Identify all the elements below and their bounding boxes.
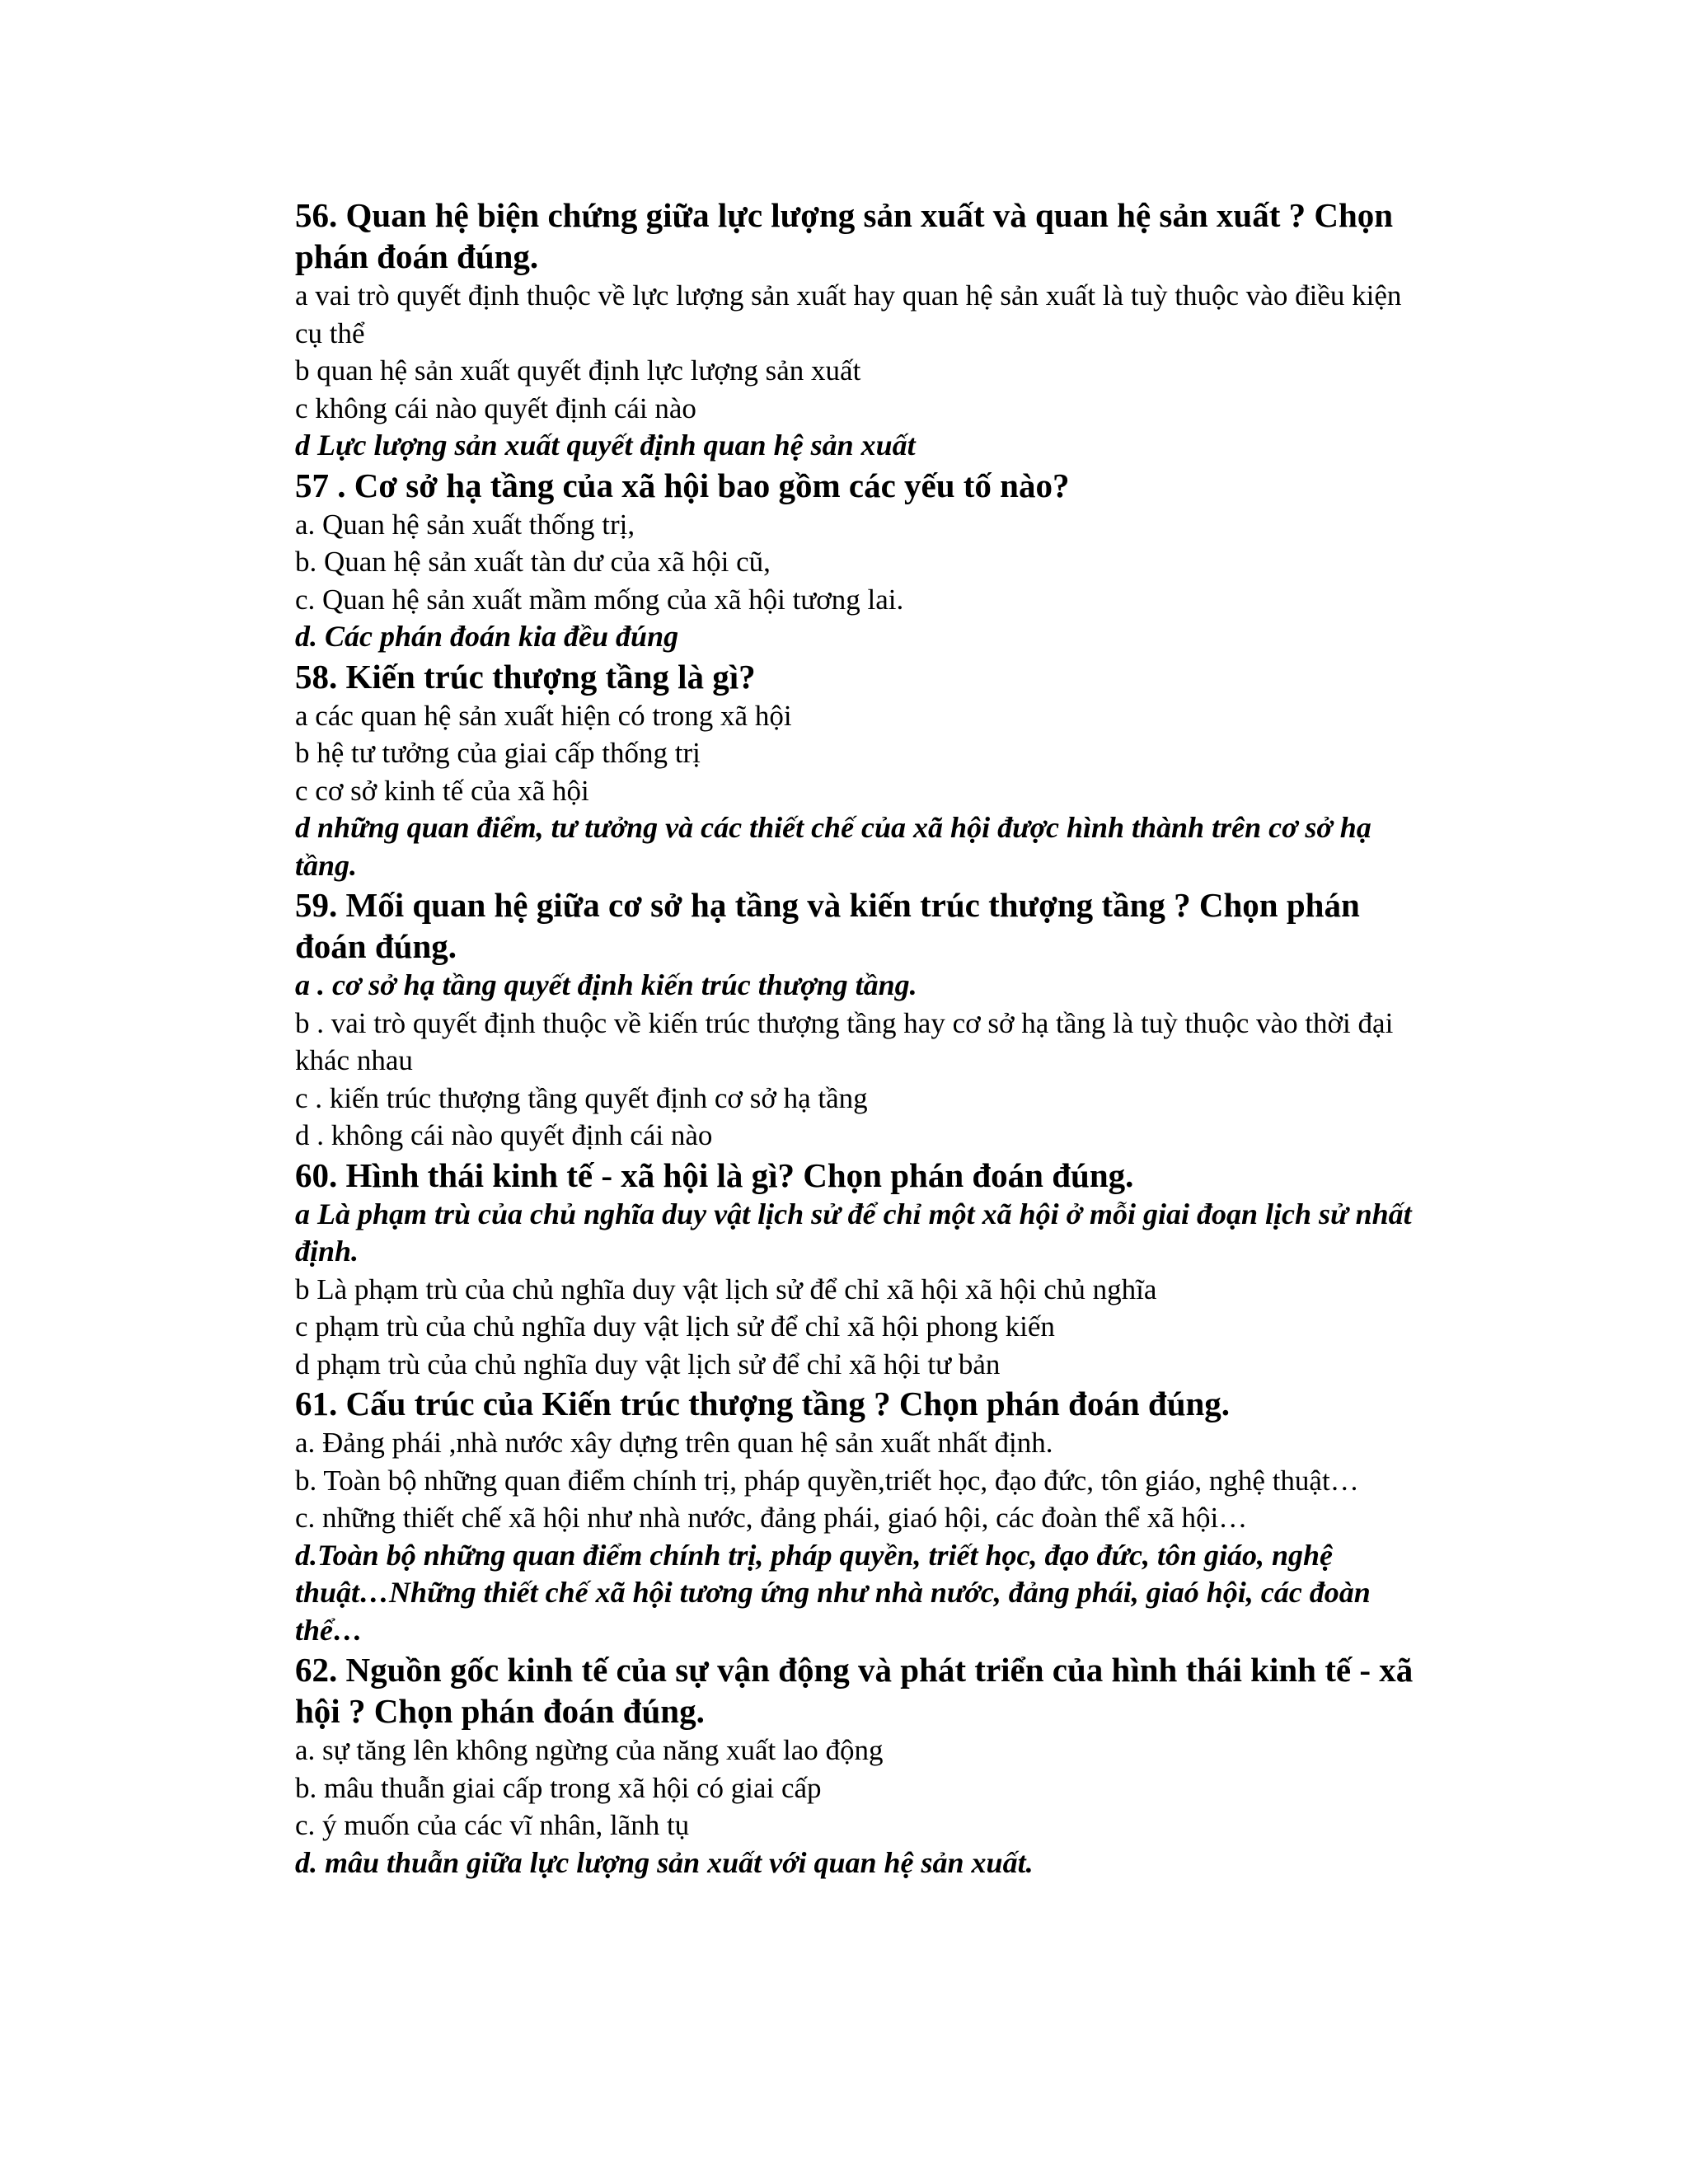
question-58 <box>295 656 1424 885</box>
option-a: a các quan hệ sản xuất hiện có trong xã hội <box>295 699 792 732</box>
option-c: c phạm trù của chủ nghĩa duy vật lịch sử để chỉ xã hội phong kiến <box>295 1310 1055 1343</box>
option-b: b. Toàn bộ những quan điểm chính trị, pháp quyền,triết học, đạo đức, tôn giáo, nghệ thuật… <box>295 1464 1359 1497</box>
option-b: b . vai trò quyết định thuộc về kiến trúc thượng tầng hay cơ sở hạ tầng là tuỳ thuộc vào thời đại khác nhau <box>295 1006 1394 1076</box>
question-56 <box>295 194 1424 465</box>
option-a-correct: a Là phạm trù của chủ nghĩa duy vật lịch sử để chỉ một xã hội ở mỗi giai đoạn lịch sử nhất định. <box>295 1197 1412 1268</box>
question-57 <box>295 465 1424 656</box>
option-b: b. mâu thuẫn giai cấp trong xã hội có giai cấp <box>295 1771 822 1804</box>
question-text: 57 . Cơ sở hạ tầng của xã hội bao gồm các yếu tố nào? <box>295 466 1070 504</box>
option-d-correct: d. Các phán đoán kia đều đúng <box>295 620 679 653</box>
option-d: d phạm trù của chủ nghĩa duy vật lịch sử để chỉ xã hội tư bản <box>295 1347 1001 1380</box>
option-d-correct: d. mâu thuẫn giữa lực lượng sản xuất với quan hệ sản xuất. <box>295 1845 1034 1879</box>
option-c: c không cái nào quyết định cái nào <box>295 391 696 424</box>
option-a-correct: a . cơ sở hạ tầng quyết định kiến trúc thượng tầng. <box>295 968 917 1001</box>
option-b: b hệ tư tưởng của giai cấp thống trị <box>295 737 701 769</box>
question-text: 56. Quan hệ biện chứng giữa lực lượng sản xuất và quan hệ sản xuất ? Chọn phán đoán đúng. <box>295 196 1394 275</box>
option-a: a vai trò quyết định thuộc về lực lượng sản xuất hay quan hệ sản xuất là tuỳ thuộc vào điều kiện cụ thể <box>295 279 1402 349</box>
question-text: 61. Cấu trúc của Kiến trúc thượng tầng ? Chọn phán đoán đúng. <box>295 1385 1231 1422</box>
option-b: b Là phạm trù của chủ nghĩa duy vật lịch sử để chỉ xã hội xã hội chủ nghĩa <box>295 1272 1157 1305</box>
question-text: 59. Mối quan hệ giữa cơ sở hạ tầng và kiến trúc thượng tầng ? Chọn phán đoán đúng. <box>295 886 1360 965</box>
option-b: b quan hệ sản xuất quyết định lực lượng sản xuất <box>295 354 861 387</box>
option-c: c. những thiết chế xã hội như nhà nước, đảng phái, giaó hội, các đoàn thể xã hội… <box>295 1502 1248 1534</box>
option-c: c. Quan hệ sản xuất mầm mống của xã hội tương lai. <box>295 583 904 616</box>
question-62 <box>295 1649 1424 1882</box>
option-a: a. Đảng phái ,nhà nước xây dựng trên quan hệ sản xuất nhất định. <box>295 1427 1053 1459</box>
option-d-correct: d những quan điểm, tư tưởng và các thiết chế của xã hội được hình thành trên cơ sở hạ tầng. <box>295 811 1372 882</box>
question-text: 58. Kiến trúc thượng tầng là gì? <box>295 657 756 696</box>
option-c: c . kiến trúc thượng tầng quyết định cơ sở hạ tầng <box>295 1081 868 1114</box>
question-60 <box>295 1155 1424 1384</box>
option-d-correct: d Lực lượng sản xuất quyết định quan hệ sản xuất <box>295 429 916 462</box>
question-text: 60. Hình thái kinh tế - xã hội là gì? Chọn phán đoán đúng. <box>295 1155 1134 1194</box>
option-b: b. Quan hệ sản xuất tàn dư của xã hội cũ, <box>295 546 771 578</box>
option-a: a. Quan hệ sản xuất thống trị, <box>295 508 635 541</box>
option-a: a. sự tăng lên không ngừng của năng xuất lao động <box>295 1734 884 1766</box>
question-59 <box>295 884 1424 1155</box>
question-text: 62. Nguồn gốc kinh tế của sự vận động và phát triển của hình thái kinh tế - xã hội ? Chọn phán đoán đúng. <box>295 1651 1414 1730</box>
option-d: d . không cái nào quyết định cái nào <box>295 1119 713 1151</box>
option-c: c. ý muốn của các vĩ nhân, lãnh tụ <box>295 1809 690 1841</box>
option-d-correct: d.Toàn bộ những quan điểm chính trị, pháp quyền, triết học, đạo đức, tôn giáo, nghệ thuật…Những thiết chế xã hội tương ứng như nhà nước, đảng phái, giaó hội, các đoàn thể… <box>295 1538 1371 1647</box>
option-c: c cơ sở kinh tế của xã hội <box>295 774 589 807</box>
question-61 <box>295 1383 1424 1649</box>
question-list <box>295 194 1424 1882</box>
